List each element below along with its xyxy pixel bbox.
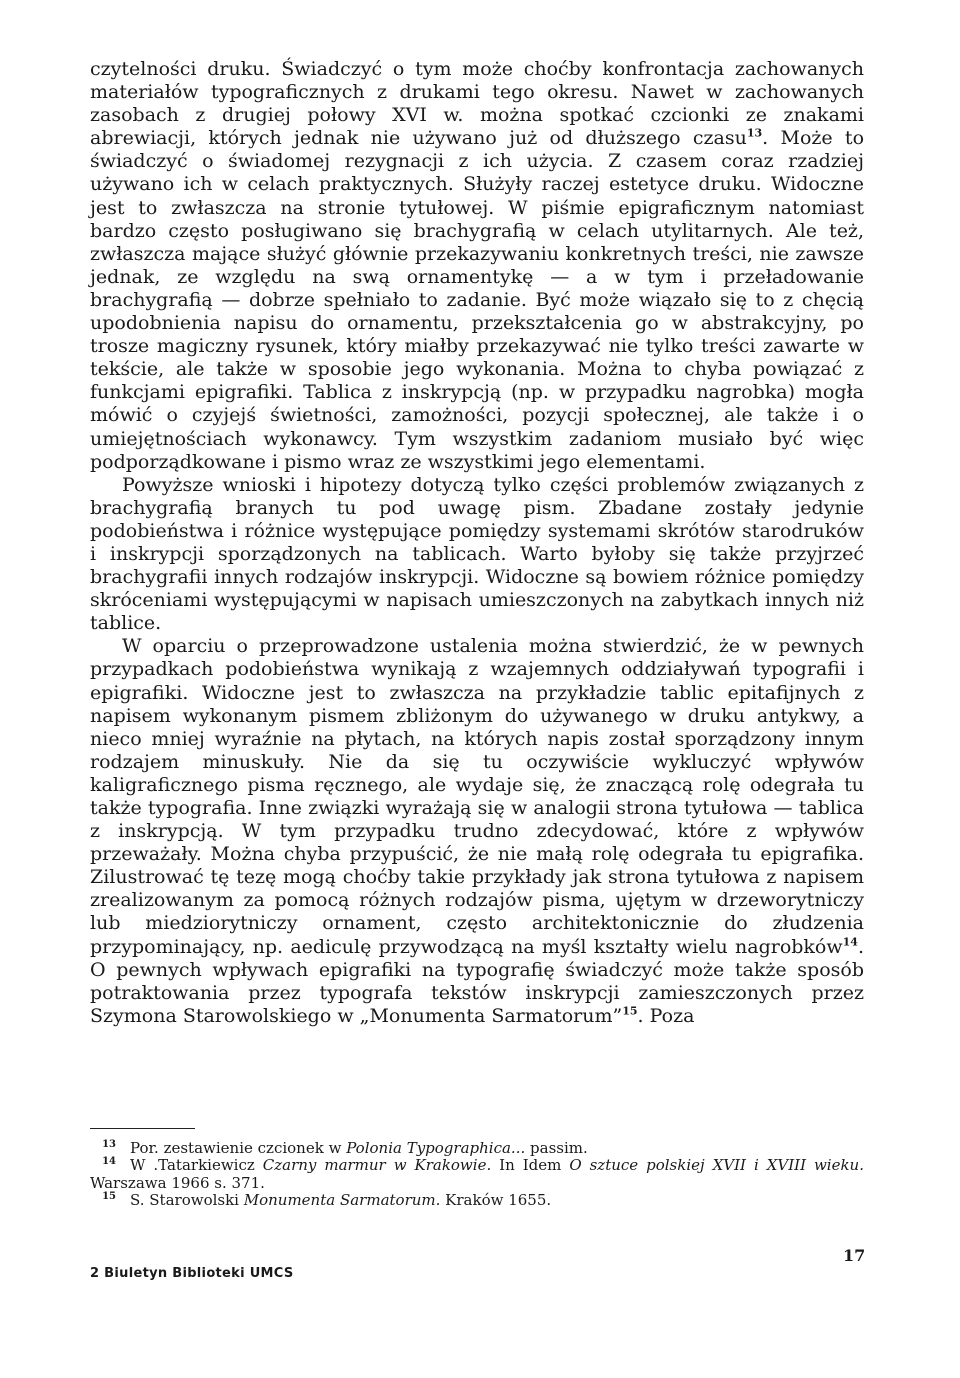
paragraph-3-text-b: . O pewnych wpływach epigrafiki na typografię świadczyć może także sposób potraktowania przez typografa tekstów inskrypcji zamieszczonych przez Szymona Starowolskiego w „Monumenta Sarmatorum”	[90, 935, 864, 1027]
paragraph-2: Powyższe wnioski i hipotezy dotyczą tylko części problemów związanych z brachygrafią branych tu pod uwagę pism. Zbadane zostały jedynie podobieństwa i różnice występujące pomiędzy systemami skrótów starodruków i inskrypcji sporządzonych na tablicach. Warto byłoby się także przyjrzeć brachygrafii innych rodzajów inskrypcji. Widoczne są bowiem różnice pomiędzy skróceniami występującymi w napisach umieszczonych na zabytkach innych niż tablice.	[90, 473, 864, 635]
footnote-ref-13[interactable]: 13	[746, 126, 763, 140]
footnote-number-label: 13	[102, 1139, 116, 1150]
footnote-text: Monumenta Sarmatorum.	[243, 1191, 441, 1210]
footnotes	[90, 1140, 864, 1210]
footnote-text: Czarny marmur w Krakowie.	[262, 1156, 492, 1175]
footnote-text: O sztuce polskiej XVII i XVIII wieku.	[569, 1156, 864, 1175]
footnote-14	[90, 1157, 864, 1192]
footnote-text: S. Starowolski	[130, 1191, 244, 1210]
footnote-divider	[90, 1128, 195, 1129]
paragraph-3-text-a: W oparciu o przeprowadzone ustalenia można stwierdzić, że w pewnych przypadkach podobieństwa wynikają z wzajemnych oddziaływań typografii i epigrafiki. Widoczne jest to zwłaszcza na przykładzie tablic epitafijnych z napisem wykonanym pismem zbliżonym do używanego w druku antykwy, a nieco mniej wyraźnie na płytach, na których napis został sporządzony innym rodzajem minuskuły. Nie da się tu oczywiście wykluczyć wpływów kaligraficznego pisma ręcznego, ale wydaje się, że znaczącą rolę odegrała tu także typografia. Inne związki wyrażają się w analogii strona tytułowa — tablica z inskrypcją. W tym przypadku trudno zdecydować, które z wpływów przeważały. Można chyba przypuścić, że nie małą rolę odegrała tu epigrafika. Zilustrować tę tezę mogą choćby takie przykłady jak strona tytułowa z napisem zrealizowanym za pomocą różnych rodzajów pisma, ujętym w drzeworytniczy lub miedziorytniczy ornament, często architektonicznie do złudzenia przypominający, np. aediculę przywodzącą na myśl kształty wielu nagrobków	[90, 635, 864, 958]
footnote-number-label: 15	[102, 1191, 116, 1203]
footnote-text: Por. zestawienie czcionek w	[130, 1139, 347, 1157]
footnote-number	[90, 1192, 116, 1209]
footnote-text: In Idem	[491, 1156, 570, 1175]
paragraph-1-text-a: czytelności druku. Świadczyć o tym może choćby konfrontacja zachowanych materiałów typograficznych z drukami tego okresu. Nawet w zachowanych zasobach z drugiej połowy XVI w. można spotkać czcionki ze znakami abrewiacji, których jednak nie używano już od dłuższego czasu	[90, 58, 864, 150]
footnote-15	[90, 1192, 864, 1209]
paragraph-3-text-c: . Poza	[637, 1004, 695, 1027]
main-text	[90, 58, 864, 1028]
footnote-number	[90, 1140, 116, 1157]
paragraph-1-text-b: . Może to świadczyć o świadomej rezygnacji z ich użycia. Z czasem coraz rzadziej używano ich w celach praktycznych. Służyły raczej estetyce druku. Widoczne jest to zwłaszcza na stronie tytułowej. W piśmie epigraficznym natomiast bardzo często posługiwano się brachygrafią w celach utylitarnych. Ale też, zwłaszcza mające służyć głównie przekazywaniu konkretnych treści, nie zawsze jednak, ze względu na swą ornamentykę — a w tym i przeładowanie brachygrafią — dobrze spełniało to zadanie. Być może wiązało się to z chęcią upodobnienia napisu do ornamentu, przekształcenia go w abstrakcyjny, po trosze magiczny rysunek, który miałby przekazywać nie tylko treści zawarte w tekście, ale także w sposobie jego wykonania. Można to chyba powiązać z funkcjami epigrafiki. Tablica z inskrypcją (np. w przypadku nagrobka) mogła mówić o czyjejś świetności, zamożności, pozycji społecznej, ale także i o umiejętnościach wykonawcy. Tym wszystkim zadaniom musiało być więc podporządkowane i pismo wraz ze wszystkimi jego elementami.	[90, 127, 865, 473]
paragraph-3	[90, 635, 864, 1028]
paragraph-1	[90, 58, 864, 474]
footnote-number-label: 14	[102, 1156, 116, 1168]
footnote-number	[90, 1157, 116, 1174]
signature-mark: 2 Biuletyn Biblioteki UMCS	[90, 1266, 294, 1281]
footnote-ref-15[interactable]: 15	[622, 1004, 638, 1018]
page-number: 17	[843, 1246, 866, 1265]
footnote-text: passim.	[525, 1139, 588, 1157]
footnote-text: Polonia Typographica...	[346, 1139, 526, 1157]
footnote-text: W .Tatarkiewicz	[130, 1156, 263, 1175]
footnote-ref-14[interactable]: 14	[842, 935, 858, 949]
footnote-13	[90, 1140, 864, 1157]
footnote-text: Warszawa 1966 s. 371.	[90, 1173, 265, 1192]
footnote-text: Kraków 1655.	[440, 1191, 552, 1210]
